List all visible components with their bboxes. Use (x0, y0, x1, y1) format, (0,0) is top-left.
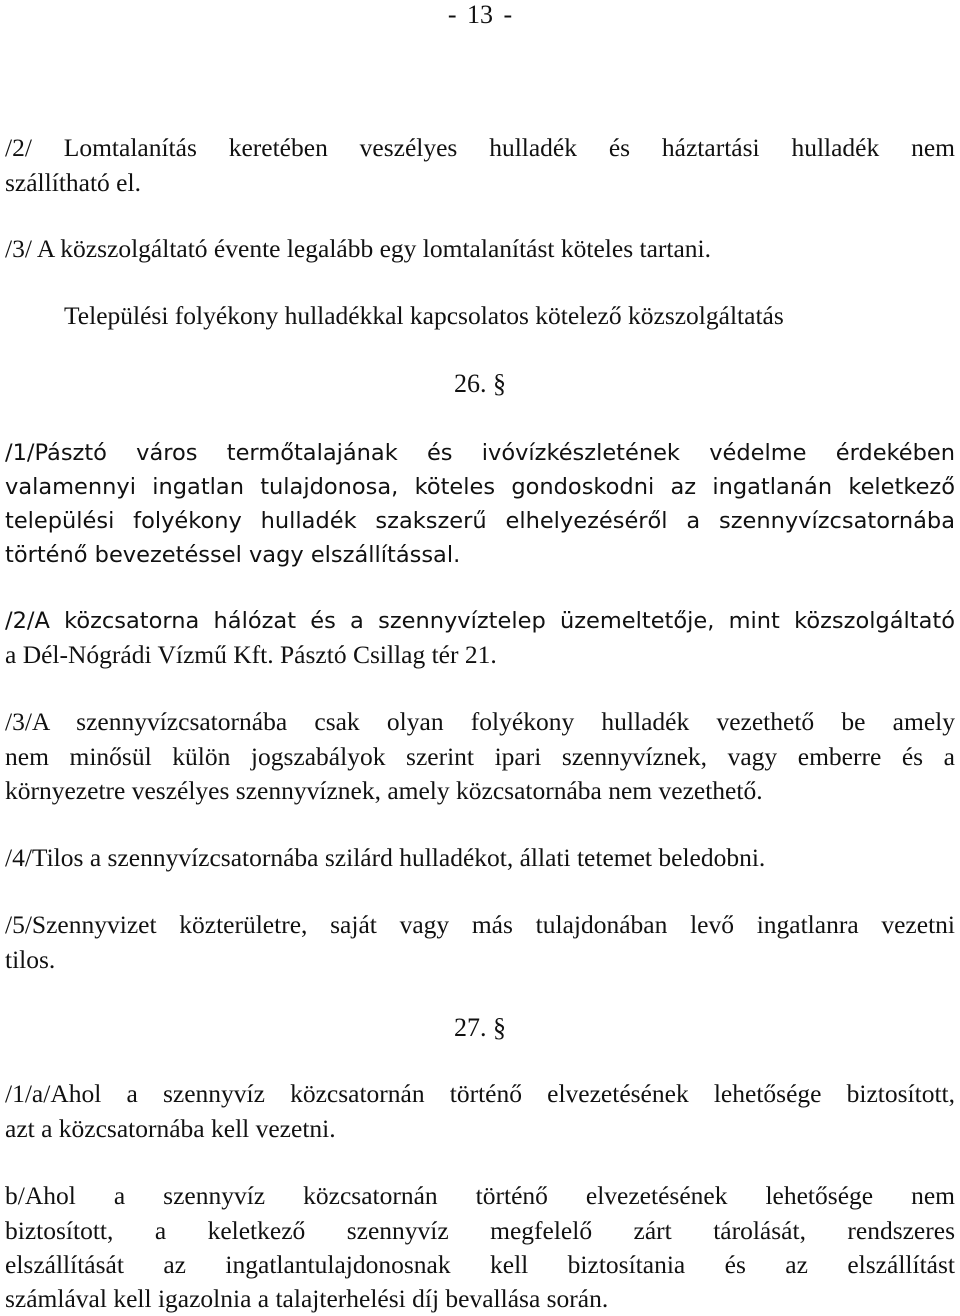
paragraph-26-1-line-4: történő bevezetéssel vagy elszállítással. (5, 542, 461, 568)
paragraph-2-line-2: szállítható el. (5, 168, 141, 197)
paragraph-26-1-line-1: /1/Pásztó város termőtalajának és ivóvízkészletének védelme érdekében (5, 440, 955, 466)
paragraph-2-line-1: /2/ Lomtalanítás keretében veszélyes hulladék és háztartási hulladék nem (5, 133, 955, 162)
paragraph-26-3-line-2: nem minősül külön jogszabályok szerint ipari szennyvíznek, vagy emberre és a (5, 742, 955, 771)
paragraph-3: /3/ A közszolgáltató évente legalább egy lomtalanítást köteles tartani. (5, 234, 711, 263)
paragraph-27-1b-line-3: elszállítását az ingatlantulajdonosnak kell biztosítania és az elszállítást (5, 1250, 955, 1279)
paragraph-27-1b-line-1: b/Ahol a szennyvíz közcsatornán történő elvezetésének lehetősége nem (5, 1181, 955, 1210)
paragraph-26-3-line-1: /3/A szennyvízcsatornába csak olyan folyékony hulladék vezethető be amely (5, 707, 955, 736)
section-subtitle: Települési folyékony hulladékkal kapcsolatos kötelező közszolgáltatás (64, 301, 784, 330)
section-heading-27: 27. § (454, 1013, 506, 1042)
paragraph-27-1a-line-2: azt a közcsatornába kell vezetni. (5, 1114, 336, 1143)
paragraph-26-4: /4/Tilos a szennyvízcsatornába szilárd hulladékot, állati tetemet beledobni. (5, 843, 766, 872)
paragraph-27-1b-line-2: biztosított, a keletkező szennyvíz megfelelő zárt tárolását, rendszeres (5, 1216, 955, 1245)
paragraph-26-2-line-2: a Dél-Nógrádi Vízmű Kft. Pásztó Csillag tér 21. (5, 640, 497, 669)
page-number: - 13 - (447, 0, 513, 29)
paragraph-26-5-line-2: tilos. (5, 945, 56, 974)
paragraph-26-1-line-2: valamennyi ingatlan tulajdonosa, köteles gondoskodni az ingatlanán keletkező (5, 474, 955, 500)
paragraph-26-5-line-1: /5/Szennyvizet közterületre, saját vagy más tulajdonában levő ingatlanra vezetni (5, 910, 955, 939)
paragraph-26-3-line-3: környezetre veszélyes szennyvíznek, amely közcsatornába nem vezethető. (5, 776, 763, 805)
paragraph-27-1b-line-4: számlával kell igazolnia a talajterhelési díj bevallása során. (5, 1284, 609, 1313)
paragraph-26-1-line-3: települési folyékony hulladék szakszerű elhelyezéséről a szennyvízcsatornába (5, 508, 955, 534)
paragraph-27-1a-line-1: /1/a/Ahol a szennyvíz közcsatornán történő elvezetésének lehetősége biztosított, (5, 1079, 955, 1108)
paragraph-26-2-line-1: /2/A közcsatorna hálózat és a szennyvíztelep üzemeltetője, mint közszolgáltató (5, 608, 955, 634)
section-heading-26: 26. § (454, 369, 506, 398)
